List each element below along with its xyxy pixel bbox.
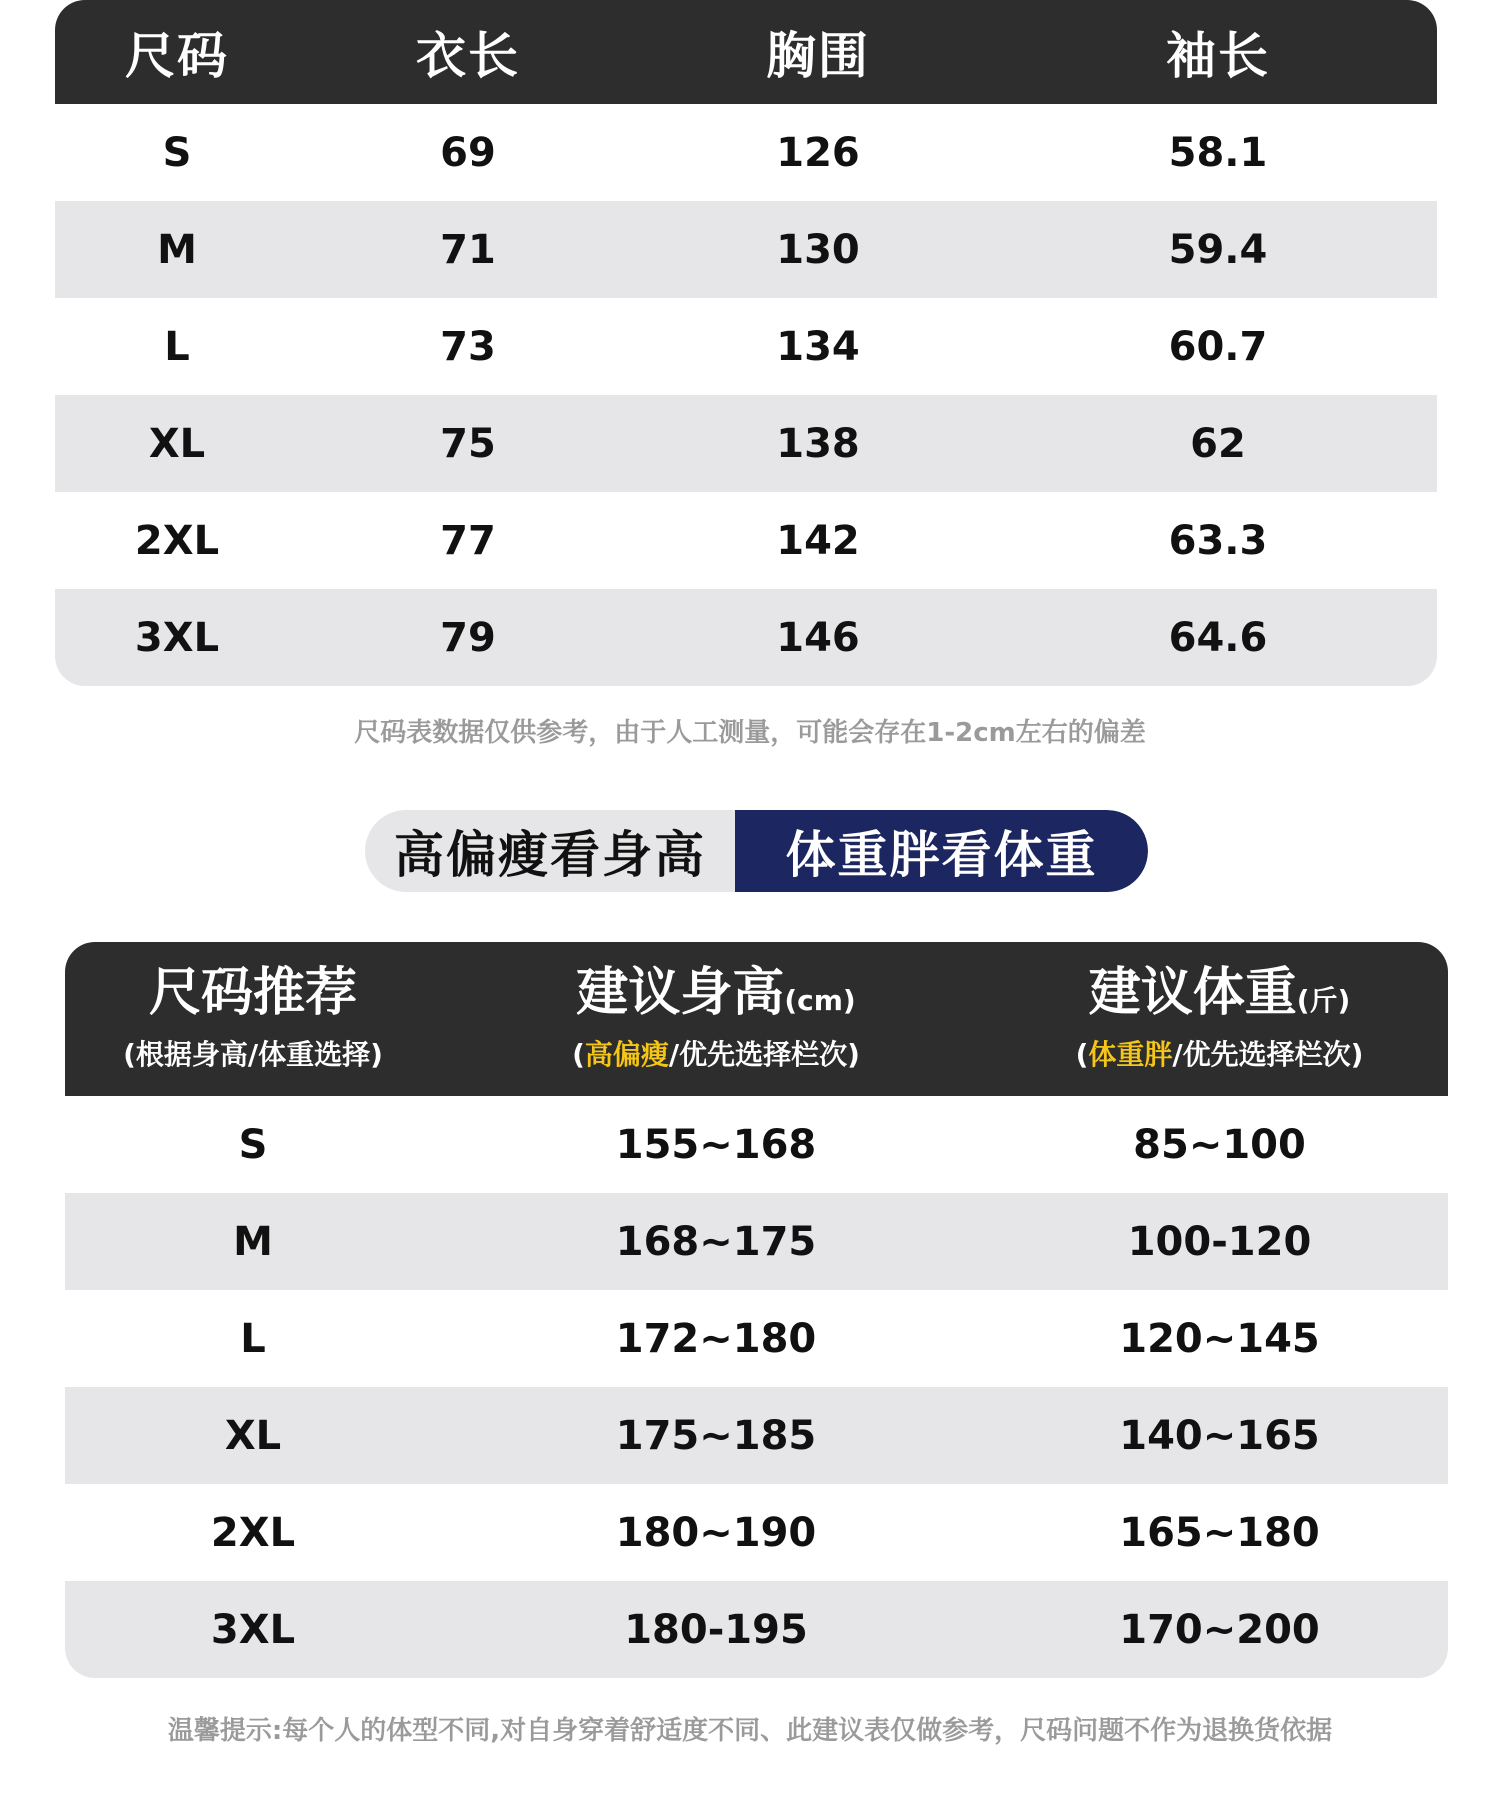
cell-sleeve: 60.7	[1168, 323, 1268, 370]
cell-length: 79	[440, 614, 496, 661]
table-row	[65, 1387, 1448, 1484]
table-row	[55, 201, 1437, 298]
cell-sleeve: 63.3	[1168, 517, 1268, 564]
table-row	[65, 1581, 1448, 1678]
cell-length: 73	[440, 323, 496, 370]
cell-chest: 134	[776, 323, 860, 370]
header-height-sub-open: (	[572, 1037, 585, 1071]
cell-height-range: 155~168	[615, 1121, 817, 1168]
header-height-title: 建议身高	[576, 963, 785, 1024]
header-length: 衣长	[416, 27, 520, 85]
cell-length: 75	[440, 420, 496, 467]
table-row	[55, 298, 1437, 395]
header-chest: 胸围	[766, 27, 870, 85]
header-recommend-size	[65, 965, 441, 1072]
cell-chest: 142	[776, 517, 860, 564]
cell-height-range: 172~180	[615, 1315, 817, 1362]
header-weight-sub-rest: /优先选择栏次)	[1172, 1037, 1364, 1071]
table-row	[55, 589, 1437, 686]
cell-length: 77	[440, 517, 496, 564]
header-height-sub	[441, 1033, 991, 1073]
cell-weight-range: 100-120	[1127, 1218, 1312, 1265]
header-height-sub-highlight: 高偏瘦	[584, 1037, 669, 1071]
cell-weight-range: 165~180	[1119, 1509, 1320, 1556]
header-weight-sub	[991, 1033, 1448, 1073]
cell-height-range: 180~190	[615, 1509, 817, 1556]
cell-size: S	[238, 1121, 268, 1168]
cell-sleeve: 58.1	[1168, 129, 1268, 176]
cell-size: XL	[148, 420, 206, 467]
cell-weight-range: 85~100	[1133, 1121, 1306, 1168]
cell-size: L	[164, 323, 190, 370]
cell-length: 71	[440, 226, 496, 273]
cell-size: L	[240, 1315, 266, 1362]
recommend-disclaimer: 温馨提示:每个人的体型不同,对自身穿着舒适度不同、此建议表仅做参考，尺码问题不作为退换货依据	[167, 1716, 1333, 1746]
tab-height[interactable]: 高偏瘦看身高	[365, 810, 735, 892]
cell-chest: 126	[776, 129, 860, 176]
header-recommend-title: 尺码推荐	[148, 963, 357, 1024]
header-recommend-sub: (根据身高/体重选择)	[123, 1037, 383, 1071]
table-row	[65, 1193, 1448, 1290]
cell-size: 3XL	[134, 614, 220, 661]
cell-weight-range: 140~165	[1119, 1412, 1320, 1459]
header-height	[441, 965, 991, 1072]
header-weight	[991, 965, 1448, 1072]
table-row	[65, 1096, 1448, 1193]
cell-size: XL	[224, 1412, 282, 1459]
recommend-table-header	[65, 942, 1448, 1096]
cell-chest: 138	[776, 420, 860, 467]
cell-sleeve: 62	[1190, 420, 1246, 467]
header-size: 尺码	[125, 27, 229, 85]
table-row	[65, 1290, 1448, 1387]
cell-size: M	[157, 226, 197, 273]
measure-disclaimer: 尺码表数据仅供参考，由于人工测量，可能会存在1-2cm左右的偏差	[354, 718, 1146, 748]
recommend-tabs	[365, 810, 1148, 892]
header-weight-title: 建议体重	[1088, 963, 1297, 1024]
table-row	[55, 395, 1437, 492]
cell-sleeve: 64.6	[1168, 614, 1268, 661]
cell-length: 69	[440, 129, 496, 176]
table-row	[65, 1484, 1448, 1581]
header-weight-sub-highlight: 体重胖	[1088, 1037, 1173, 1071]
cell-size: 3XL	[210, 1606, 296, 1653]
table-row	[55, 104, 1437, 201]
cell-weight-range: 120~145	[1119, 1315, 1320, 1362]
cell-height-range: 168~175	[615, 1218, 817, 1265]
header-weight-sub-open: (	[1075, 1037, 1089, 1071]
cell-chest: 130	[776, 226, 860, 273]
cell-chest: 146	[776, 614, 860, 661]
cell-size: 2XL	[134, 517, 220, 564]
header-weight-unit: (斤)	[1296, 984, 1351, 1018]
size-recommend-table	[65, 942, 1448, 1678]
header-height-unit: (cm)	[784, 984, 856, 1018]
measure-table-header	[55, 0, 1437, 104]
cell-height-range: 175~185	[615, 1412, 817, 1459]
table-row	[55, 492, 1437, 589]
cell-size: 2XL	[210, 1509, 296, 1556]
header-height-sub-rest: /优先选择栏次)	[668, 1037, 860, 1071]
cell-weight-range: 170~200	[1119, 1606, 1320, 1653]
cell-height-range: 180-195	[624, 1606, 808, 1653]
size-measure-table	[55, 0, 1437, 686]
cell-size: S	[162, 129, 192, 176]
cell-size: M	[233, 1218, 273, 1265]
header-sleeve: 袖长	[1166, 27, 1270, 85]
cell-sleeve: 59.4	[1168, 226, 1268, 273]
tab-weight[interactable]: 体重胖看体重	[735, 810, 1148, 892]
